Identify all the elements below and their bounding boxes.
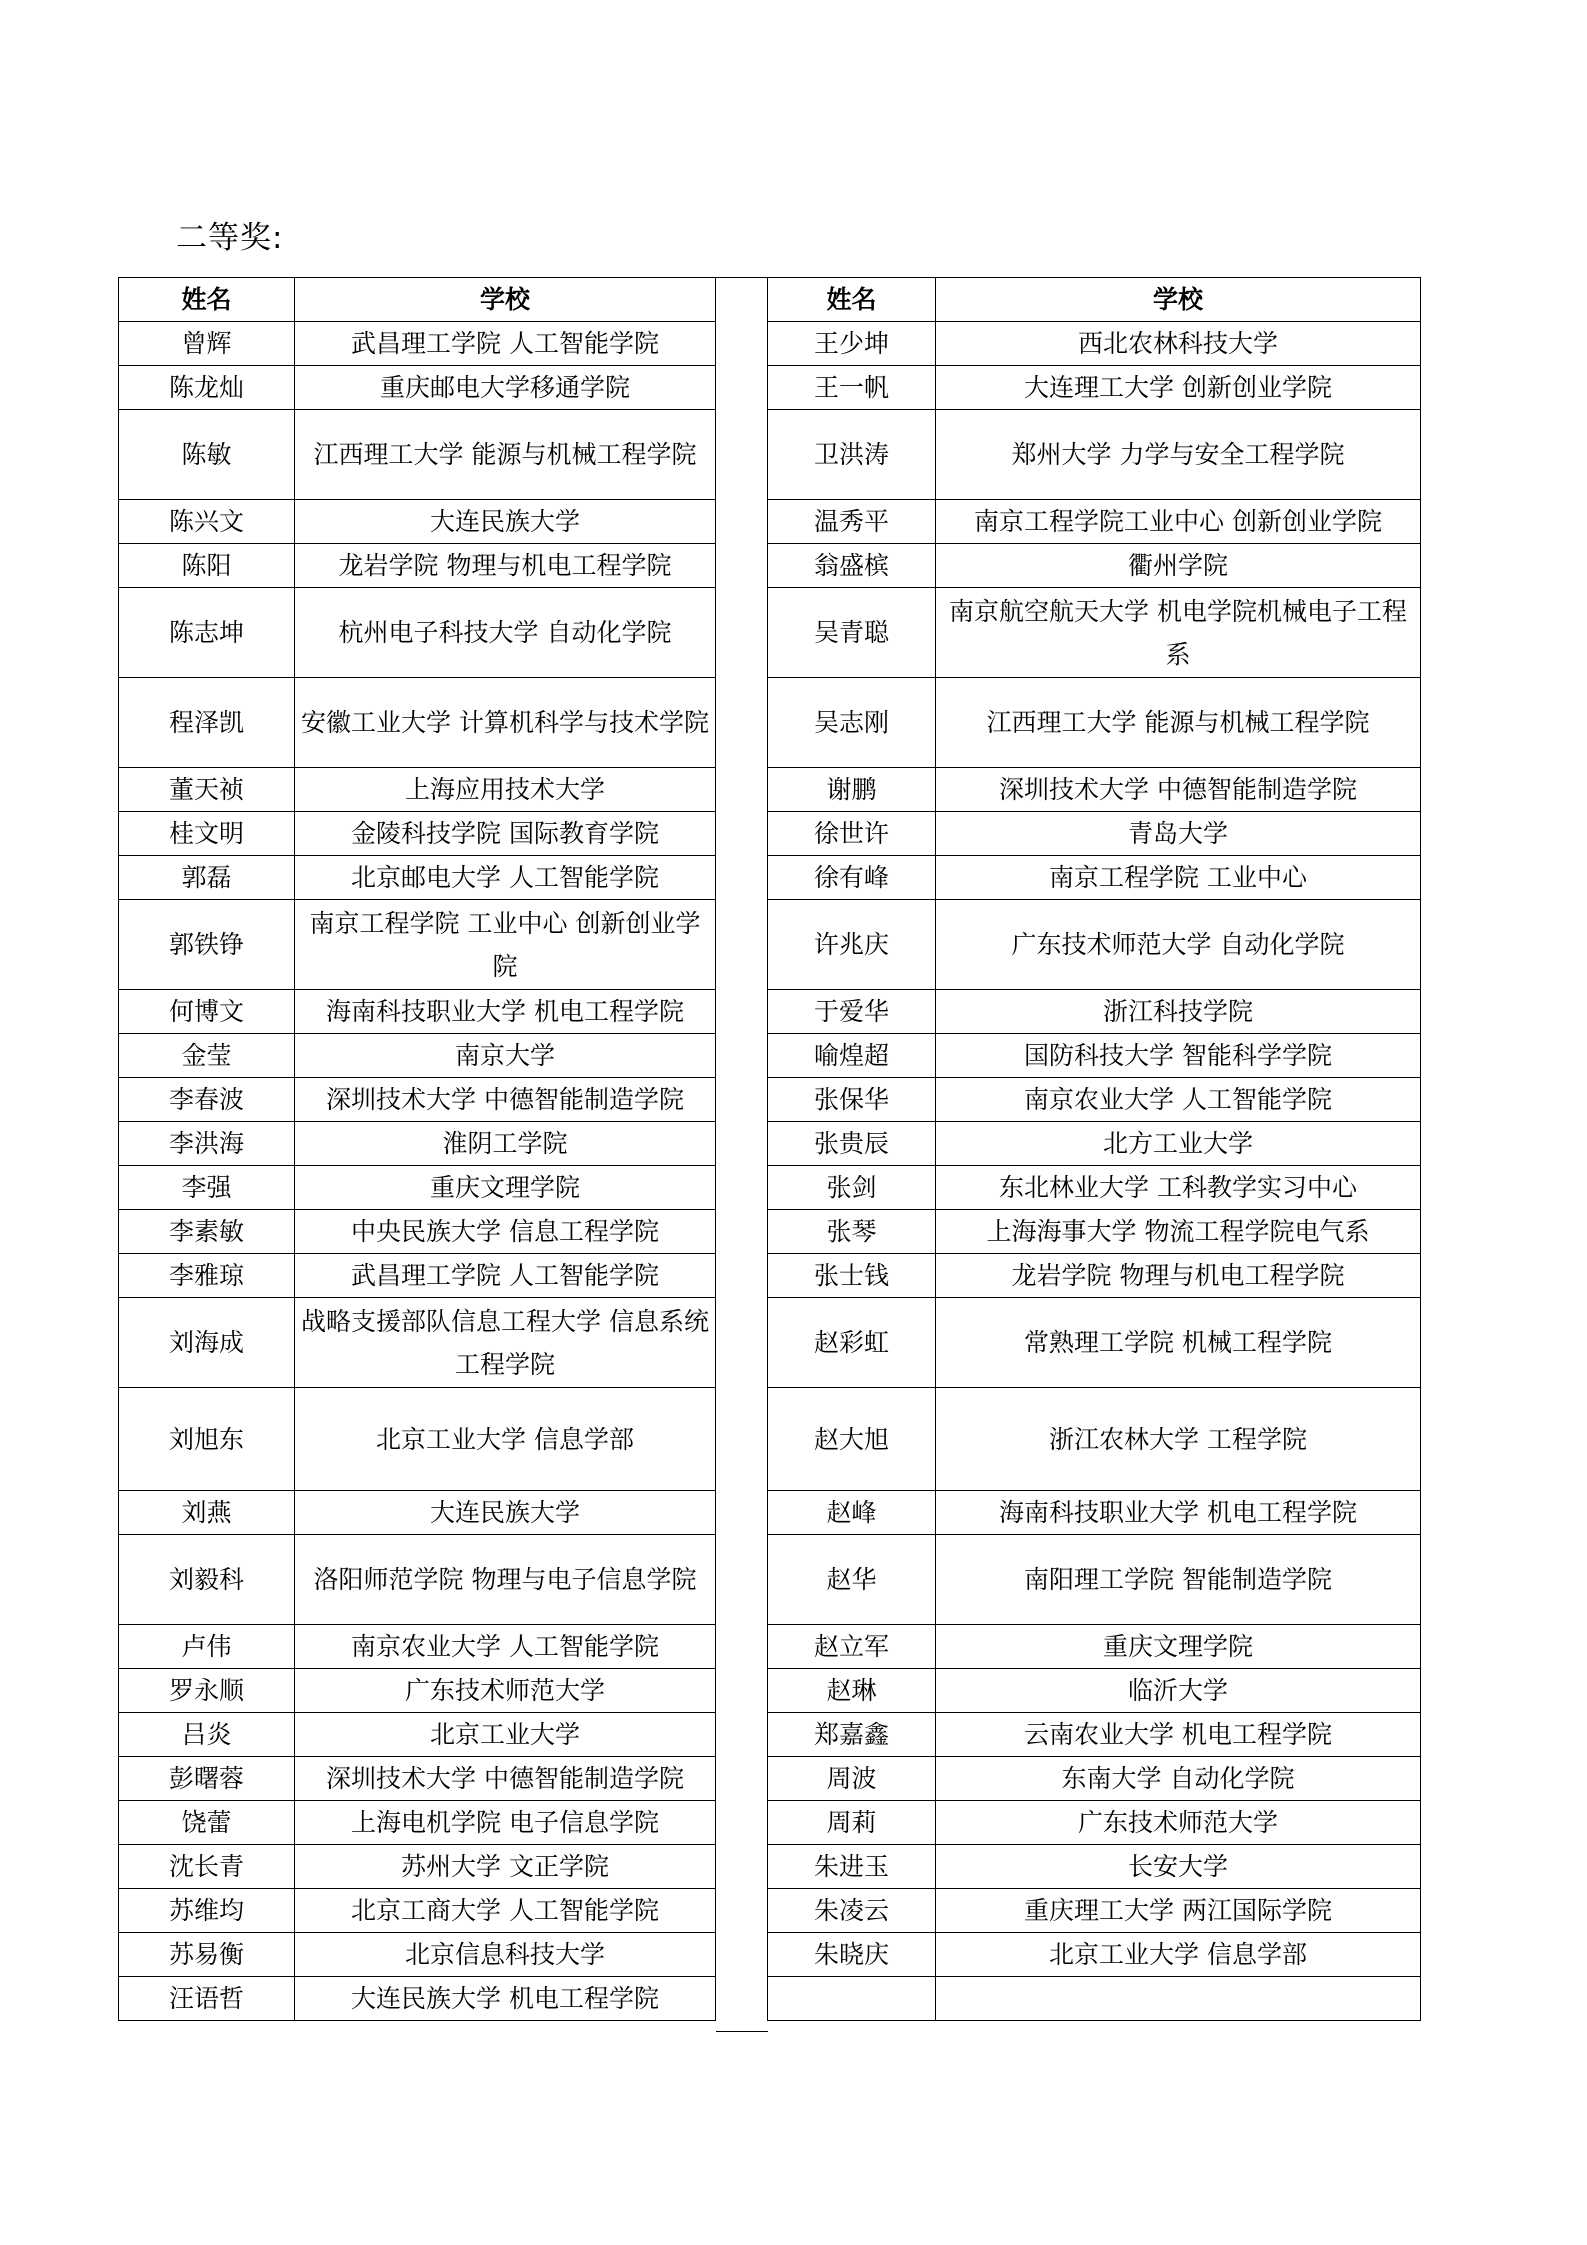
table-row	[768, 500, 1421, 544]
table-row	[768, 900, 1421, 990]
table-row	[119, 1122, 716, 1166]
winner-name: 张剑	[768, 1166, 936, 1210]
table-row	[119, 1078, 716, 1122]
name-column-header: 姓名	[768, 278, 936, 322]
winner-school: 大连民族大学	[295, 1491, 716, 1535]
winner-name: 刘毅科	[119, 1535, 295, 1625]
winner-name: 董天祯	[119, 768, 295, 812]
winner-name: 饶蕾	[119, 1801, 295, 1845]
winner-name: 郑嘉鑫	[768, 1713, 936, 1757]
winner-school: 南阳理工学院 智能制造学院	[936, 1535, 1421, 1625]
winner-school: 上海海事大学 物流工程学院电气系	[936, 1210, 1421, 1254]
winner-school: 北京工业大学	[295, 1713, 716, 1757]
table-row	[119, 1845, 716, 1889]
winner-name: 卢伟	[119, 1625, 295, 1669]
table-row	[119, 1757, 716, 1801]
winner-school	[936, 1977, 1421, 2021]
table-row	[119, 812, 716, 856]
winner-school: 临沂大学	[936, 1669, 1421, 1713]
winner-school: 重庆文理学院	[295, 1166, 716, 1210]
table-row	[119, 588, 716, 678]
winner-name: 赵华	[768, 1535, 936, 1625]
table-row	[119, 1713, 716, 1757]
table-row	[119, 1933, 716, 1977]
table-row	[768, 1254, 1421, 1298]
winner-school: 南京航空航天大学 机电学院机械电子工程系	[936, 588, 1421, 678]
winner-name: 张琴	[768, 1210, 936, 1254]
winner-name: 朱进玉	[768, 1845, 936, 1889]
winner-school: 南京农业大学 人工智能学院	[936, 1078, 1421, 1122]
winner-school: 重庆理工大学 两江国际学院	[936, 1889, 1421, 1933]
winner-school: 长安大学	[936, 1845, 1421, 1889]
table-row	[119, 1977, 716, 2021]
winner-name: 赵彩虹	[768, 1298, 936, 1388]
table-row	[119, 768, 716, 812]
winner-school: 北京工业大学 信息学部	[936, 1933, 1421, 1977]
winner-name: 曾辉	[119, 322, 295, 366]
table-row	[768, 1078, 1421, 1122]
winner-school: 北方工业大学	[936, 1122, 1421, 1166]
winner-name: 谢鹏	[768, 768, 936, 812]
winner-school: 战略支援部队信息工程大学 信息系统工程学院	[295, 1298, 716, 1388]
table-row	[119, 990, 716, 1034]
school-column-header: 学校	[936, 278, 1421, 322]
winner-name: 吴志刚	[768, 678, 936, 768]
table-row	[768, 588, 1421, 678]
winner-school: 常熟理工学院 机械工程学院	[936, 1298, 1421, 1388]
winner-name: 陈敏	[119, 410, 295, 500]
left-award-table	[118, 277, 716, 2021]
winner-name: 程泽凯	[119, 678, 295, 768]
winner-name: 沈长青	[119, 1845, 295, 1889]
table-row	[768, 990, 1421, 1034]
table-row	[768, 1625, 1421, 1669]
winner-school: 南京大学	[295, 1034, 716, 1078]
winner-school: 江西理工大学 能源与机械工程学院	[936, 678, 1421, 768]
winner-school: 衢州学院	[936, 544, 1421, 588]
table-row	[119, 322, 716, 366]
winner-name: 陈阳	[119, 544, 295, 588]
winner-school: 深圳技术大学 中德智能制造学院	[936, 768, 1421, 812]
winner-school: 武昌理工学院 人工智能学院	[295, 322, 716, 366]
winner-name: 陈兴文	[119, 500, 295, 544]
winner-school: 淮阴工学院	[295, 1122, 716, 1166]
table-row	[119, 1889, 716, 1933]
winner-school: 国防科技大学 智能科学学院	[936, 1034, 1421, 1078]
winner-name	[768, 1977, 936, 2021]
table-row	[119, 678, 716, 768]
table-row	[119, 1166, 716, 1210]
winner-name: 赵峰	[768, 1491, 936, 1535]
winner-school: 北京信息科技大学	[295, 1933, 716, 1977]
table-row	[768, 1535, 1421, 1625]
winner-school: 南京农业大学 人工智能学院	[295, 1625, 716, 1669]
winner-school: 安徽工业大学 计算机科学与技术学院	[295, 678, 716, 768]
winner-school: 南京工程学院工业中心 创新创业学院	[936, 500, 1421, 544]
winner-school: 广东技术师范大学	[295, 1669, 716, 1713]
winner-name: 朱晓庆	[768, 1933, 936, 1977]
winner-school: 金陵科技学院 国际教育学院	[295, 812, 716, 856]
winner-name: 郭磊	[119, 856, 295, 900]
winner-school: 青岛大学	[936, 812, 1421, 856]
table-gap	[716, 277, 768, 2032]
winner-name: 金莹	[119, 1034, 295, 1078]
winner-school: 云南农业大学 机电工程学院	[936, 1713, 1421, 1757]
table-row	[768, 1933, 1421, 1977]
table-row	[119, 1669, 716, 1713]
winner-name: 周波	[768, 1757, 936, 1801]
winner-school: 杭州电子科技大学 自动化学院	[295, 588, 716, 678]
winner-school: 海南科技职业大学 机电工程学院	[936, 1491, 1421, 1535]
winner-name: 何博文	[119, 990, 295, 1034]
winner-school: 武昌理工学院 人工智能学院	[295, 1254, 716, 1298]
winner-name: 徐有峰	[768, 856, 936, 900]
winner-name: 朱凌云	[768, 1889, 936, 1933]
winner-name: 李强	[119, 1166, 295, 1210]
table-row	[119, 500, 716, 544]
winner-name: 彭曙蓉	[119, 1757, 295, 1801]
winner-name: 许兆庆	[768, 900, 936, 990]
table-row	[119, 856, 716, 900]
table-row	[119, 1034, 716, 1078]
table-row	[119, 366, 716, 410]
winner-school: 上海应用技术大学	[295, 768, 716, 812]
winner-school: 广东技术师范大学 自动化学院	[936, 900, 1421, 990]
table-row	[768, 812, 1421, 856]
table-row	[768, 1122, 1421, 1166]
table-row	[119, 1388, 716, 1491]
table-row	[768, 1713, 1421, 1757]
table-row	[119, 1535, 716, 1625]
winner-school: 重庆邮电大学移通学院	[295, 366, 716, 410]
winner-name: 郭铁铮	[119, 900, 295, 990]
winner-name: 陈志坤	[119, 588, 295, 678]
winner-school: 龙岩学院 物理与机电工程学院	[295, 544, 716, 588]
table-row	[119, 1491, 716, 1535]
table-row	[768, 1034, 1421, 1078]
table-row	[119, 544, 716, 588]
winner-school: 北京工商大学 人工智能学院	[295, 1889, 716, 1933]
table-header-row	[119, 278, 716, 322]
table-row	[768, 544, 1421, 588]
winner-school: 浙江科技学院	[936, 990, 1421, 1034]
table-row	[768, 1669, 1421, 1713]
table-row	[768, 366, 1421, 410]
winner-name: 王少坤	[768, 322, 936, 366]
table-row	[119, 1254, 716, 1298]
winner-school: 江西理工大学 能源与机械工程学院	[295, 410, 716, 500]
table-row	[768, 1845, 1421, 1889]
winner-name: 刘海成	[119, 1298, 295, 1388]
school-column-header: 学校	[295, 278, 716, 322]
winner-name: 赵大旭	[768, 1388, 936, 1491]
table-row	[768, 322, 1421, 366]
table-row	[768, 1388, 1421, 1491]
winner-school: 南京工程学院 工业中心 创新创业学院	[295, 900, 716, 990]
winner-school: 东南大学 自动化学院	[936, 1757, 1421, 1801]
winner-name: 苏易衡	[119, 1933, 295, 1977]
winner-school: 龙岩学院 物理与机电工程学院	[936, 1254, 1421, 1298]
winner-name: 赵立军	[768, 1625, 936, 1669]
winner-name: 喻煌超	[768, 1034, 936, 1078]
winner-name: 罗永顺	[119, 1669, 295, 1713]
table-row	[119, 1210, 716, 1254]
table-row	[768, 768, 1421, 812]
winner-name: 李春波	[119, 1078, 295, 1122]
winner-name: 张士钱	[768, 1254, 936, 1298]
winner-name: 温秀平	[768, 500, 936, 544]
winner-name: 吴青聪	[768, 588, 936, 678]
table-row	[768, 1977, 1421, 2021]
winner-school: 深圳技术大学 中德智能制造学院	[295, 1757, 716, 1801]
table-row	[768, 1757, 1421, 1801]
right-award-table	[767, 277, 1421, 2021]
winner-school: 大连民族大学	[295, 500, 716, 544]
winner-school: 北京邮电大学 人工智能学院	[295, 856, 716, 900]
winner-school: 上海电机学院 电子信息学院	[295, 1801, 716, 1845]
winner-school: 重庆文理学院	[936, 1625, 1421, 1669]
winner-school: 洛阳师范学院 物理与电子信息学院	[295, 1535, 716, 1625]
winner-school: 广东技术师范大学	[936, 1801, 1421, 1845]
winner-name: 翁盛槟	[768, 544, 936, 588]
winner-school: 东北林业大学 工科教学实习中心	[936, 1166, 1421, 1210]
table-row	[119, 1625, 716, 1669]
table-row	[768, 1491, 1421, 1535]
table-row	[768, 678, 1421, 768]
winner-school: 海南科技职业大学 机电工程学院	[295, 990, 716, 1034]
winner-school: 苏州大学 文正学院	[295, 1845, 716, 1889]
winner-name: 徐世许	[768, 812, 936, 856]
winner-school: 中央民族大学 信息工程学院	[295, 1210, 716, 1254]
winner-name: 吕炎	[119, 1713, 295, 1757]
winner-name: 苏维均	[119, 1889, 295, 1933]
winner-name: 周莉	[768, 1801, 936, 1845]
winner-school: 南京工程学院 工业中心	[936, 856, 1421, 900]
winner-name: 卫洪涛	[768, 410, 936, 500]
winner-name: 王一帆	[768, 366, 936, 410]
table-row	[119, 900, 716, 990]
table-row	[119, 1801, 716, 1845]
table-row	[768, 1889, 1421, 1933]
table-row	[768, 856, 1421, 900]
winner-name: 刘旭东	[119, 1388, 295, 1491]
table-header-row	[768, 278, 1421, 322]
table-row	[768, 1166, 1421, 1210]
winner-name: 张保华	[768, 1078, 936, 1122]
winner-school: 深圳技术大学 中德智能制造学院	[295, 1078, 716, 1122]
winner-school: 北京工业大学 信息学部	[295, 1388, 716, 1491]
winner-name: 汪语哲	[119, 1977, 295, 2021]
table-row	[768, 1298, 1421, 1388]
table-row	[119, 1298, 716, 1388]
winner-name: 李洪海	[119, 1122, 295, 1166]
award-heading: 二等奖:	[176, 220, 284, 256]
winner-name: 陈龙灿	[119, 366, 295, 410]
name-column-header: 姓名	[119, 278, 295, 322]
winner-school: 郑州大学 力学与安全工程学院	[936, 410, 1421, 500]
table-row	[768, 1210, 1421, 1254]
table-row	[119, 410, 716, 500]
winner-school: 浙江农林大学 工程学院	[936, 1388, 1421, 1491]
winner-school: 西北农林科技大学	[936, 322, 1421, 366]
table-row	[768, 410, 1421, 500]
winner-name: 于爱华	[768, 990, 936, 1034]
winner-name: 刘燕	[119, 1491, 295, 1535]
winner-school: 大连民族大学 机电工程学院	[295, 1977, 716, 2021]
winner-school: 大连理工大学 创新创业学院	[936, 366, 1421, 410]
table-row	[768, 1801, 1421, 1845]
winner-name: 李雅琼	[119, 1254, 295, 1298]
winner-name: 张贵辰	[768, 1122, 936, 1166]
winner-name: 桂文明	[119, 812, 295, 856]
winner-name: 李素敏	[119, 1210, 295, 1254]
winner-name: 赵琳	[768, 1669, 936, 1713]
